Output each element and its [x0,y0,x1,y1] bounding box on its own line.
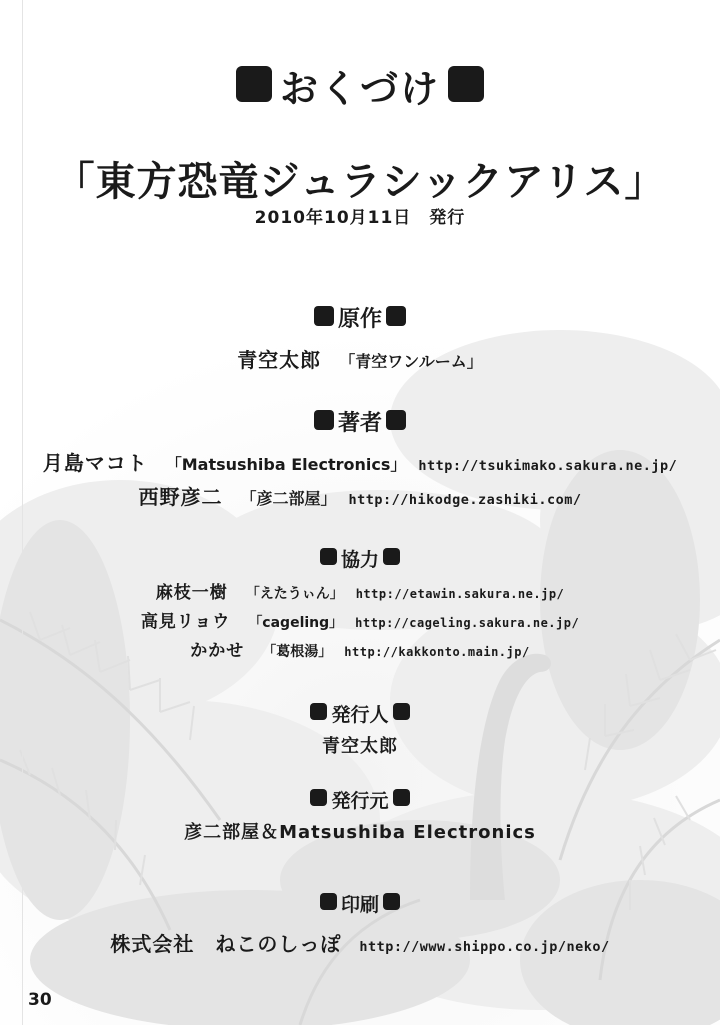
black-square-icon [383,893,400,910]
printing-credit [0,928,720,957]
cooperator-name: かかせ [190,641,245,661]
black-square-icon [320,548,337,565]
black-square-icon [393,703,410,720]
black-square-icon [314,306,334,326]
author-row [0,481,720,510]
section-publisher: 発行元 [0,786,720,813]
original-credit [0,344,720,373]
section-printing: 印刷 [0,890,720,917]
black-square-icon [386,306,406,326]
black-square-icon [310,703,327,720]
author-circle: 「彦二部屋」 [240,489,337,508]
author-row [0,447,720,476]
black-square-icon [448,66,484,102]
black-square-icon [320,893,337,910]
author-url: http://tsukimako.sakura.ne.jp/ [418,458,678,474]
section-cooperation: 協力 [0,545,720,572]
author-name: 西野彦二 [138,485,223,509]
printing-company-name: 株式会社 ねこのしっぽ [110,932,342,956]
black-square-icon [383,548,400,565]
page-number: 30 [28,990,52,1010]
cooperator-url: http://cageling.sakura.ne.jp/ [355,616,580,630]
black-square-icon [393,789,410,806]
cooperation-row [0,578,720,603]
section-publisher-person: 発行人 [0,700,720,727]
cooperator-circle: 「cageling」 [248,615,344,631]
cooperation-row [0,636,720,661]
cooperator-name: 高見リョウ [140,612,231,632]
cooperator-url: http://etawin.sakura.ne.jp/ [355,587,565,601]
original-author-name: 青空太郎 [237,348,322,372]
publisher-name: 彦二部屋＆Matsushiba Electronics [184,822,536,843]
author-url: http://hikodge.zashiki.com/ [348,492,582,508]
cooperator-url: http://kakkonto.main.jp/ [344,645,530,659]
printing-url: http://www.shippo.co.jp/neko/ [359,939,610,955]
author-circle: 「Matsushiba Electronics」 [165,455,407,474]
cooperation-row [0,607,720,632]
black-square-icon [314,410,334,430]
book-title: 「東方恐竜ジュラシックアリス」 [54,159,666,205]
black-square-icon [310,789,327,806]
publication-date: 2010年10月11日 発行 [254,208,466,228]
cooperator-name: 麻枝一樹 [155,583,228,603]
black-square-icon [236,66,272,102]
section-original: 原作 [0,302,720,333]
original-circle-name: 「青空ワンルーム」 [339,352,483,371]
section-authors: 著者 [0,406,720,437]
colophon-heading: おくづけ [0,58,720,113]
publisher-person-name: 青空太郎 [322,736,398,757]
cooperator-circle: 「葛根湯」 [262,644,333,660]
black-square-icon [386,410,406,430]
author-name: 月島マコト [42,451,148,475]
cooperator-circle: 「えたうぃん」 [245,586,344,602]
